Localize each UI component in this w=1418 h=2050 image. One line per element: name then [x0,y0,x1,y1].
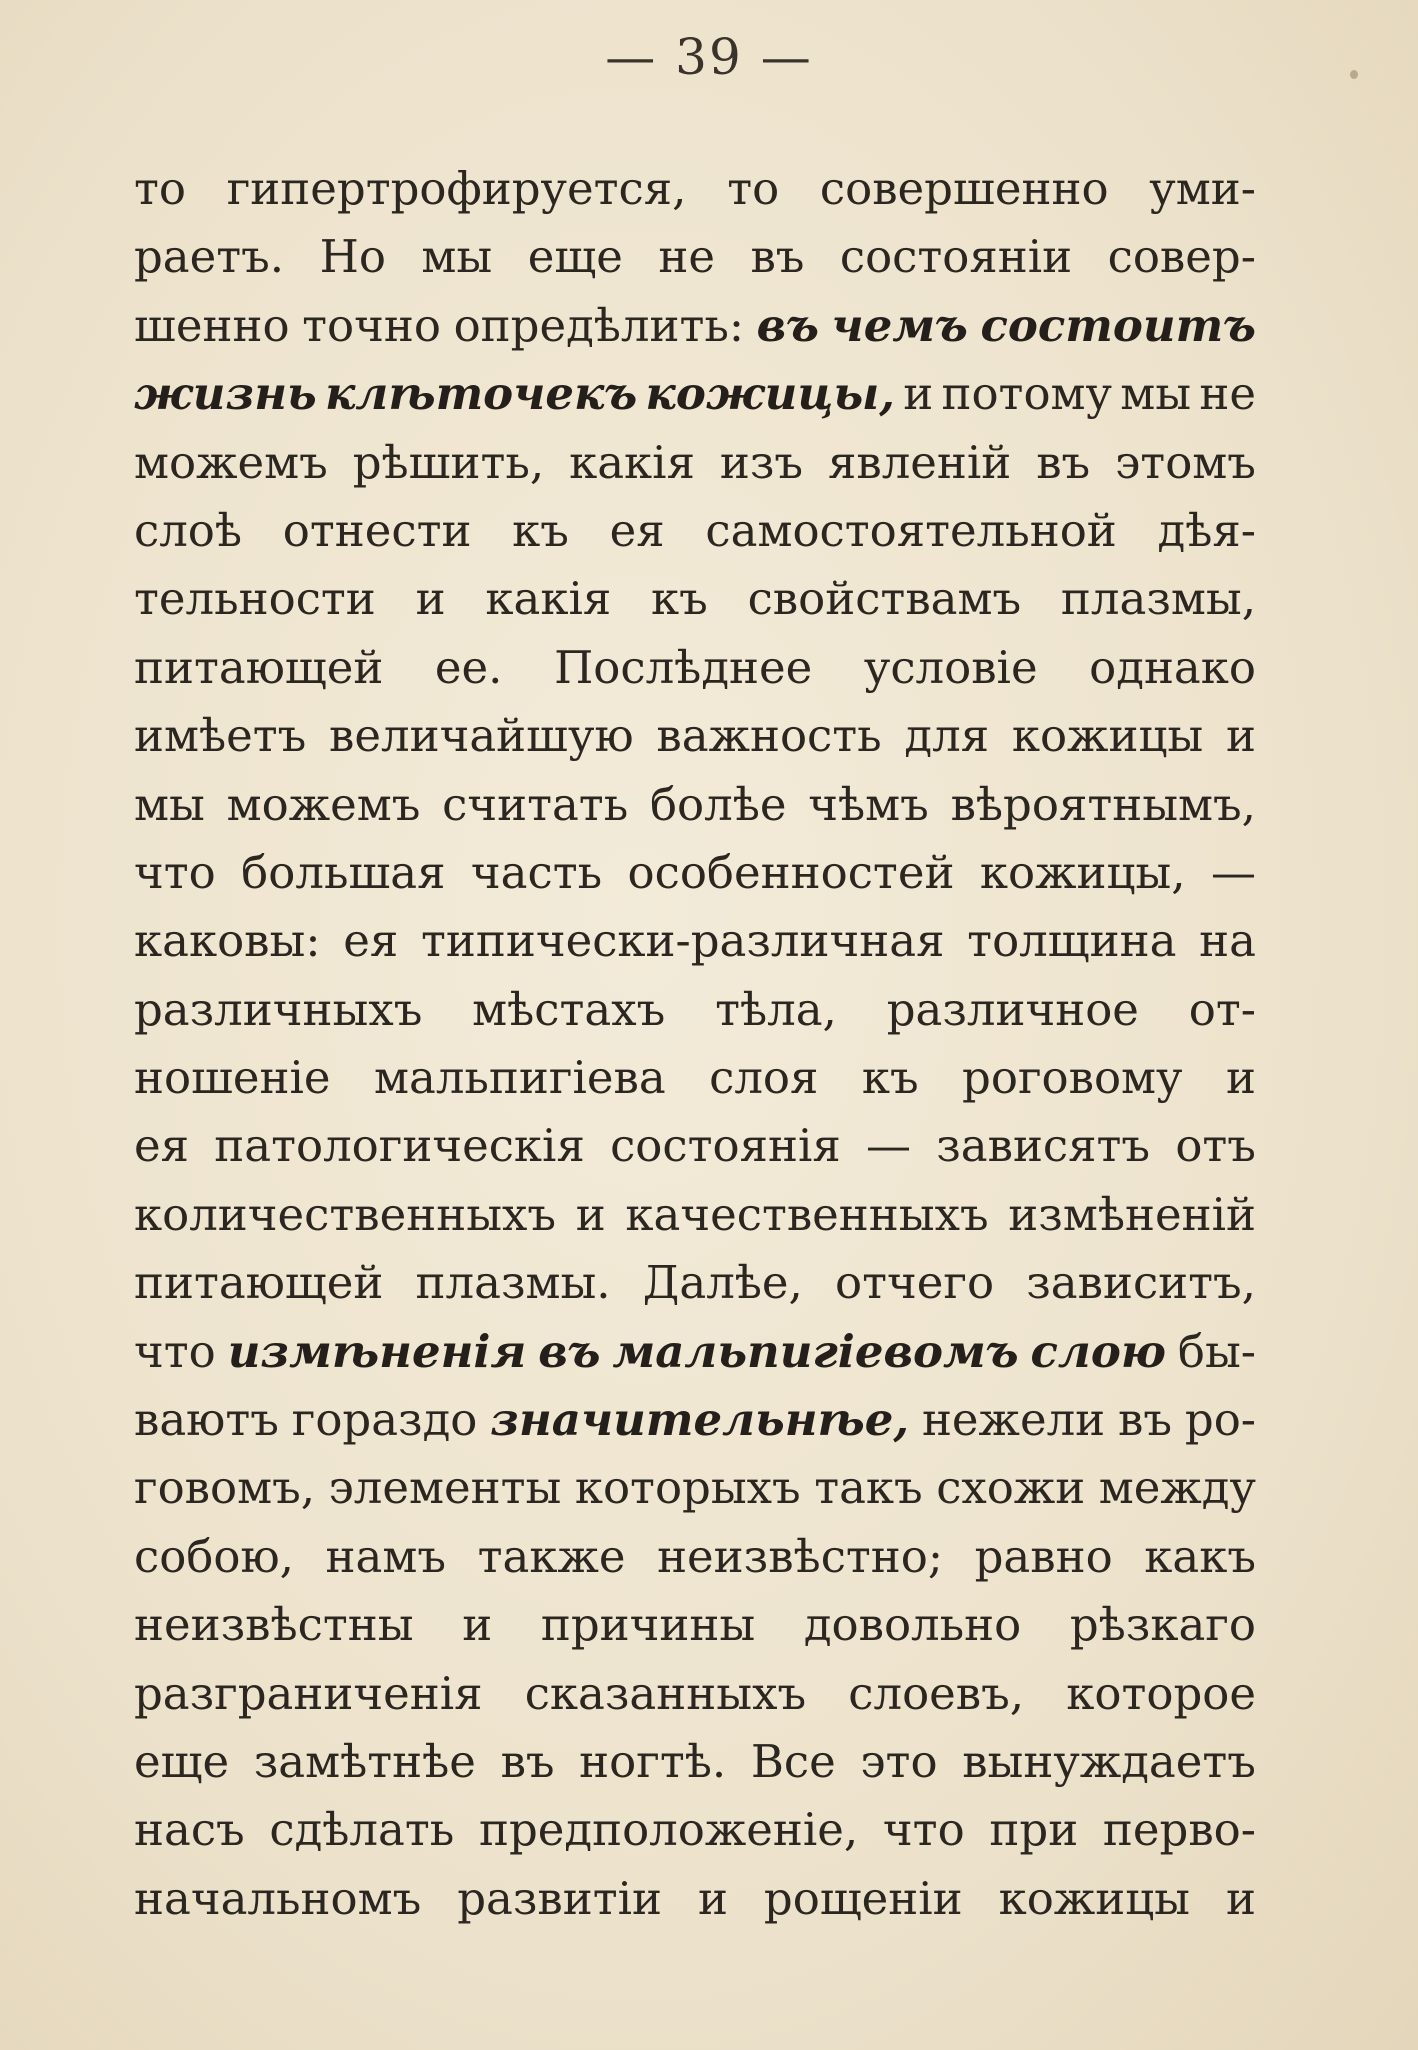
word: замѣтнѣе [253,1734,476,1788]
word: особенностей [627,845,955,899]
word: перво- [1102,1803,1256,1857]
body-text [134,155,1256,1933]
text-line [134,223,1256,291]
word: можемъ [134,435,328,489]
word: большая [241,845,446,899]
word: сдѣлать [269,1803,455,1857]
text-line [134,634,1256,702]
text-line [134,1044,1256,1112]
italic-word: кожицы, [645,367,895,421]
word: и [575,1187,606,1241]
word: кожицы [998,1871,1191,1925]
page-number: — 39 — [605,28,813,86]
word: неизвѣстны [134,1598,414,1652]
word: питающей [134,1256,384,1310]
word: уми- [1149,162,1256,215]
word: и [1225,1871,1256,1925]
word: вѣроятнымъ, [950,777,1256,831]
word: между [1098,1461,1256,1515]
word: говомъ, [134,1461,316,1515]
word: не [658,230,715,284]
word: и [415,572,446,626]
word: не [1199,367,1256,421]
word: бы- [1177,1324,1256,1378]
word: кожицы, [979,845,1186,899]
word: — [1210,845,1256,899]
word: ваютъ [134,1393,279,1447]
word: Но [319,230,386,284]
word: часть [470,845,603,899]
word: на [1199,914,1256,968]
text-line [134,1386,1256,1454]
word: важность [656,709,882,763]
word: и [1225,709,1256,763]
text-line [134,292,1256,360]
word: къ [651,572,708,626]
word: отнести [282,503,472,557]
word: мы [1120,367,1192,421]
word: ея [134,1119,190,1173]
text-line [134,565,1256,633]
word: въ [1118,1393,1173,1447]
word: и [1225,1051,1256,1105]
word: различное [886,982,1139,1036]
word: опредѣлить: [453,298,745,352]
word: точно [302,298,441,352]
word: развитiи [457,1871,662,1925]
text-line [134,155,1256,223]
word: мѣстахъ [472,982,666,1036]
italic-word: въ [756,298,819,352]
word: дѣя- [1157,503,1256,557]
text-line [134,360,1256,428]
word: условiе [863,640,1038,694]
word: то [134,162,186,215]
word: патологическiя [214,1119,585,1173]
word: насъ [134,1803,245,1857]
word: причины [540,1598,756,1652]
word: — [865,1119,911,1173]
word: элементы [328,1461,562,1515]
text-line [134,1591,1256,1659]
word: тѣла, [715,982,837,1036]
text-line [134,1796,1256,1864]
word: ее. [434,640,503,694]
word: что [134,1324,216,1378]
italic-word: измѣненiя [227,1324,527,1378]
word: изъ [719,435,804,489]
word: какъ [1144,1529,1256,1583]
text-line [134,1523,1256,1591]
word: свойствамъ [747,572,1022,626]
word: Все [750,1734,836,1788]
word: еще [527,230,623,284]
word: нежели [921,1393,1106,1447]
word: ро- [1184,1393,1256,1447]
word: при [989,1803,1079,1857]
word: въ [1036,435,1091,489]
word: ногтѣ. [579,1734,727,1788]
word: такъ [814,1461,923,1515]
word: разграниченiя [134,1666,483,1720]
word: совершенно [819,162,1109,215]
word: мальпигiева [374,1051,666,1105]
text-line [134,1660,1256,1728]
italic-word: жизнь [134,367,317,421]
word: начальномъ [134,1871,422,1925]
word: какiя [569,435,695,489]
italic-word: клѣточекъ [324,367,638,421]
word: равно [974,1529,1113,1583]
word: предположенiе, [478,1803,859,1857]
word: слоевъ, [848,1666,1025,1720]
word: тельности [134,572,376,626]
text-line [134,839,1256,907]
word: однако [1089,640,1256,694]
word: количественныхъ [134,1187,557,1241]
text-line [134,1181,1256,1249]
paper-stain [1350,70,1358,79]
word: рѣшить, [352,435,545,489]
word: которое [1066,1666,1256,1720]
word: отъ [1175,1119,1256,1173]
word: ношенiе [134,1051,331,1105]
word: и [903,367,934,421]
word: отчего [835,1256,995,1310]
italic-word: чемъ [831,298,968,352]
text-line [134,1318,1256,1386]
text-line [134,1454,1256,1522]
text-line [134,1249,1256,1317]
word: явленiй [827,435,1012,489]
word: потому [941,367,1113,421]
word: въ [500,1734,555,1788]
text-line [134,497,1256,565]
word: гипертрофируется, [226,162,687,215]
word: вынуждаетъ [962,1734,1256,1788]
word: мы [134,777,205,831]
word: что [882,1803,965,1857]
word: и [697,1871,728,1925]
word: каковы: [134,914,321,968]
italic-word: слою [1030,1324,1166,1378]
word: которыхъ [574,1461,801,1515]
word: имѣетъ [134,709,307,763]
italic-word: состоитъ [980,298,1256,352]
italic-word: значительнѣе, [490,1393,910,1447]
word: Далѣе, [642,1256,803,1310]
word: роговому [962,1051,1183,1105]
word: состоянiя [610,1119,841,1173]
text-line [134,976,1256,1044]
word: можемъ [226,777,421,831]
italic-word: мальпигiевомъ [612,1324,1019,1378]
word: считать [442,777,629,831]
word: это [860,1734,938,1788]
text-line [134,702,1256,770]
word: рѣзкаго [1069,1598,1256,1652]
word: болѣе [649,777,787,831]
word: типически-различная [420,914,945,968]
word: собою, [134,1529,294,1583]
word: раетъ. [134,230,285,284]
word: толщина [967,914,1177,968]
word: гораздо [291,1393,478,1447]
word: что [134,845,216,899]
word: Послѣднее [554,640,813,694]
text-line [134,907,1256,975]
word: шенно [134,298,290,352]
word: рощенiи [763,1871,963,1925]
word: совер- [1107,230,1256,284]
word: плазмы. [415,1256,611,1310]
word: зависитъ, [1026,1256,1256,1310]
italic-word: въ [538,1324,601,1378]
word: состоянiи [839,230,1073,284]
word: величайшую [329,709,634,763]
word: то [727,162,780,215]
word: мы [421,230,493,284]
word: какiя [485,572,612,626]
word: довольно [803,1598,1022,1652]
word: кожицы [1011,709,1204,763]
word: ея [609,503,665,557]
word: плазмы, [1060,572,1256,626]
word: ея [343,914,399,968]
word: измѣненiй [1008,1187,1256,1241]
text-line [134,1112,1256,1180]
word: самостоятельной [705,503,1117,557]
text-line [134,429,1256,497]
word: зависятъ [936,1119,1151,1173]
word: питающей [134,640,384,694]
word: въ [750,230,805,284]
word: различныхъ [134,982,423,1036]
word: къ [861,1051,919,1105]
text-line [134,1728,1256,1796]
word: еще [134,1734,230,1788]
word: схожи [936,1461,1086,1515]
word: и [462,1598,493,1652]
text-line [134,771,1256,839]
word: для [904,709,990,763]
word: намъ [325,1529,447,1583]
word: также [477,1529,626,1583]
text-line [134,1865,1256,1933]
word: къ [512,503,569,557]
word: слоѣ [134,503,243,557]
word: слоя [709,1051,819,1105]
word: чѣмъ [808,777,929,831]
word: неизвѣстно; [657,1529,944,1583]
word: сказанныхъ [524,1666,807,1720]
word: от- [1188,982,1256,1036]
word: качественныхъ [625,1187,989,1241]
word: этомъ [1115,435,1256,489]
